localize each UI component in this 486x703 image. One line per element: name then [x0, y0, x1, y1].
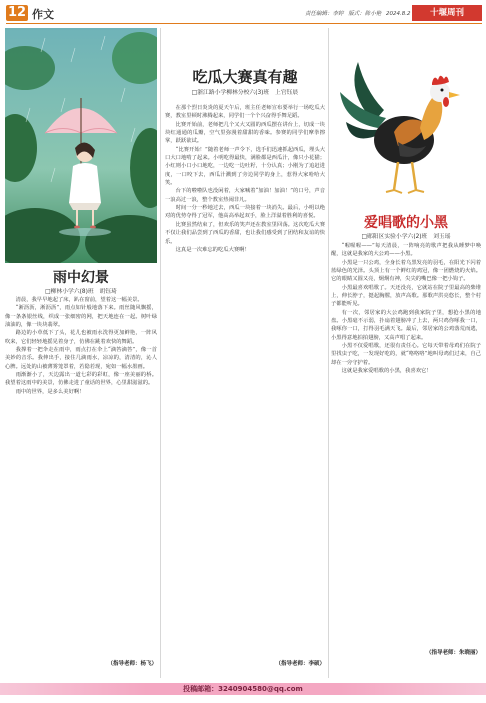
paper-name-badge: 十堰周刊	[412, 5, 482, 21]
paragraph: “喔喔喔——”每天清晨，一阵响亮的歌声把我从睡梦中唤醒，这就是我家的大公鸡——小黑。	[331, 243, 481, 258]
paragraph: 比赛虽然结束了，但欢乐的笑声还在教室里回荡。这次吃瓜大赛不仅让我们品尝到了西瓜的香甜，也让我们感受到了团结和友谊的快乐。	[165, 221, 325, 245]
header-divider	[6, 23, 482, 24]
paragraph: 台下的啦啦队也没闲着，大家喊着“加油！加油！”的口号，声音一浪高过一浪，整个教室热闹非凡。	[165, 188, 325, 203]
left-article-body	[5, 296, 157, 656]
paragraph: 在那个烈日炎炎的夏天午后，班主任老师宣布要举行一场吃瓜大赛，教室里顿时沸腾起来，同学们一个个兴奋得手舞足蹈。	[165, 105, 325, 120]
paragraph: 时间一分一秒地过去，西瓜一块接着一块消失。最后，小明以绝对的优势夺得了冠军，他高高举起双手，脸上洋溢着胜利的喜悦。	[165, 205, 325, 220]
page-header	[0, 0, 486, 26]
paragraph: 小黑是一只公鸡，全身长着乌黑发亮的羽毛，在阳光下闪着蓝绿色的光泽。头顶上有一个鲜红的鸡冠，像一团燃烧的火焰。它的眼睛又圆又亮，炯炯有神，尖尖的嘴巴像一把小钩子。	[331, 259, 481, 283]
rooster-illustration	[336, 52, 476, 204]
middle-article-teacher: （指导老师：李硕）	[275, 661, 325, 667]
page-number: 12	[7, 5, 27, 20]
rain-girl-illustration	[5, 28, 157, 263]
paragraph: 路边的小草低下了头，花儿也被雨水洗得更加鲜艳，一阵风吹来，它们轻轻地摇晃着身子，仿佛在跳着欢快的舞蹈。	[5, 330, 157, 345]
left-article-title: 雨中幻景	[53, 270, 109, 286]
right-article-byline: □郧阳区实验小学六(2)班 刘玉瑶	[361, 234, 451, 240]
issue-date: 2024.8.2	[386, 11, 411, 17]
middle-article-byline: □浙江路小学柳林分校六(3)班 上官钰晨	[191, 90, 299, 96]
middle-article-title: 吃瓜大赛真有趣	[192, 68, 298, 86]
middle-article-body	[165, 104, 325, 657]
layout-credit: 版式：陈小艳	[348, 11, 382, 17]
editor-credit: 责任编辑：李婷	[305, 11, 344, 17]
paragraph: 小黑最喜欢唱歌了。天还没亮，它就站在院子里最高的柴堆上，伸长脖子，挺起胸膛，放声高歌。那歌声洪亮悠长，整个村子都能听见。	[331, 284, 481, 308]
paragraph: 小黑不仅爱唱歌，还很有责任心。它每天带着母鸡们在院子里找虫子吃，一发现好吃的，就“咯咯咯”地叫母鸡们过来，自己却在一旁守护着。	[331, 343, 481, 366]
right-article-teacher: （指导老师：朱晓丽）	[425, 650, 481, 656]
left-article-byline: □柳林小学六(8)班 胡钰琦	[45, 289, 117, 295]
paragraph: 雨中的世界，是多么美好啊！	[15, 388, 85, 395]
column-divider-right	[328, 28, 329, 678]
paragraph: 比赛开始前，老师把几个又大又圆的西瓜摆在讲台上，切成一块块红通通的瓜瓣，空气里弥漫着甜甜的香味。参赛的同学们摩拳擦掌，跃跃欲试。	[165, 121, 325, 145]
paragraph: “比赛开始！”随着老师一声令下，选手们迅速抓起西瓜，埋头大口大口地啃了起来。小明吃得最快，满脸都是西瓜汁，像只小花猫；小红则小口小口地吃，一边吃一边吐籽，十分认真；小刚为了追赶进度，一口咬下去，西瓜汁溅到了旁边同学的身上，惹得大家哈哈大笑。	[165, 146, 325, 187]
paragraph: 有一次，邻居家的大公鸡跑到我家院子里，想抢小黑的地盘。小黑毫不示弱，扑扇着翅膀冲了上去，两只鸡你啄我一口，我啄你一口，打得羽毛满天飞。最后，邻居家的公鸡落荒而逃，小黑得意地拍拍翅膀，又高声唱了起来。	[331, 309, 481, 341]
submission-email: 投稿邮箱：3240904580@qq.com	[183, 685, 303, 693]
paragraph: “淅沥沥，淅沥沥”，雨点如针般地落下来。雨丝随风飘摇，像一条条银丝线，织成一张细密的网，把天地连在一起。树叶绿油油的，像一块块翡翠。	[5, 305, 157, 329]
section-title: 作文	[32, 8, 54, 21]
right-article-body	[331, 242, 481, 644]
paragraph: 这就是我家爱唱歌的小黑，我喜欢它！	[341, 368, 432, 375]
editor-meta	[305, 9, 414, 17]
right-article-title: 爱唱歌的小黑	[364, 215, 448, 231]
paragraph: 这真是一次难忘的吃瓜大赛啊！	[175, 246, 250, 253]
column-divider-left	[160, 28, 161, 678]
paragraph: 我撑着一把伞走在雨中，雨点打在伞上“滴答滴答”，像一首美妙的音乐。我伸出手，接住几滴雨水，凉凉的，清清的，沁人心脾。远处的山被薄雾笼罩着，若隐若现，宛如一幅水墨画。	[5, 347, 157, 370]
paragraph: 雨渐渐小了，天边露出一道七彩的彩虹，像一座美丽的桥。我望着这雨中的美景，仿佛走进了童话的世界，心里甜滋滋的。	[5, 372, 157, 387]
left-article-teacher: （指导老师：杨飞）	[107, 661, 157, 667]
paragraph: 清晨，我早早地起了床，趴在窗前，望着这一幅美景。	[15, 297, 143, 303]
